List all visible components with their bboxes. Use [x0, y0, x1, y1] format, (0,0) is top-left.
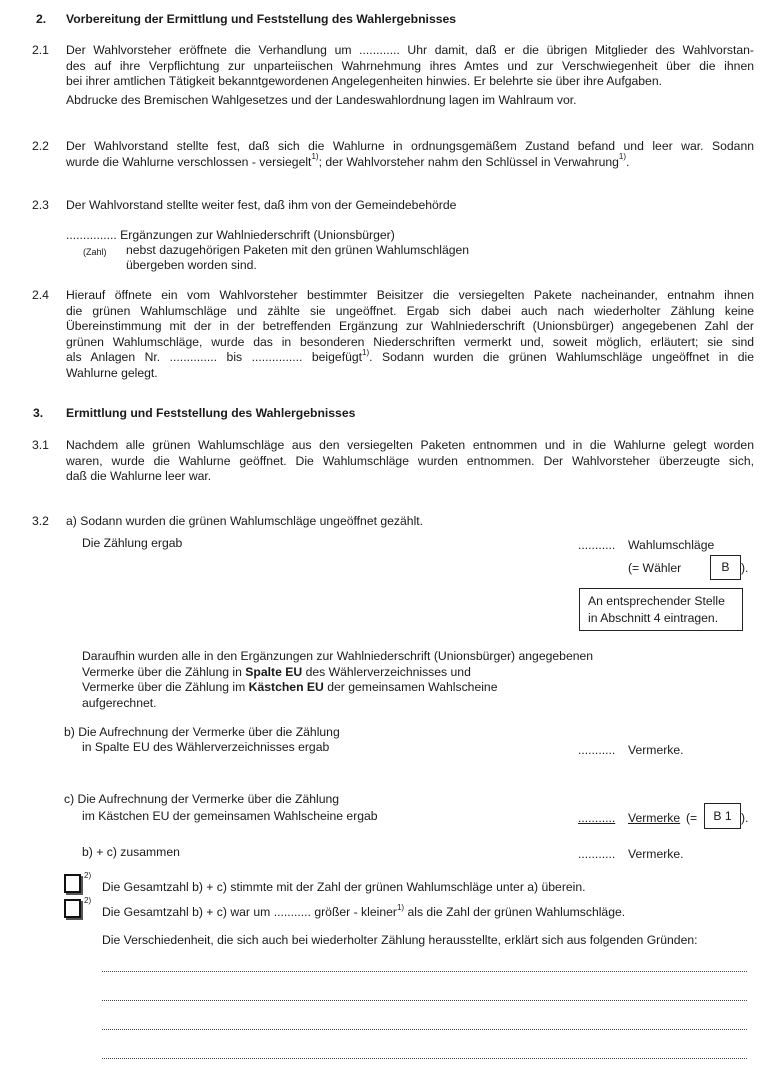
- para-2-4-line-5: [66, 347, 754, 366]
- daraufhin-paragraph: [82, 649, 593, 711]
- para-2-2-number: 2.2: [32, 139, 49, 153]
- para-3-1-line-2: waren, wurde die Wahlurne geöffnet. Die Wahlumschläge wurden entnommen. Der Wahlvorsteher überzeugte sich,: [66, 453, 754, 468]
- waehler-label: (= Wähler: [628, 561, 682, 575]
- reason-line-1[interactable]: [102, 971, 747, 972]
- para-2-2-text-b: ; der Wahlvorsteher nahm den Schlüssel in Verwahrung: [318, 154, 619, 169]
- para-2-4-line-1: Hierauf öffnete ein vom Wahlvorsteher bestimmter Beisitzer die versiegelten Pakete nacheinander, entnahm ihnen: [66, 288, 754, 302]
- para-2-4-text-a: als Anlagen Nr. .............. bis ............... beigefügt: [66, 350, 363, 364]
- para-3-1-line-3: daß die Wahlurne leer war.: [66, 469, 212, 483]
- para-2-1-line-2: des auf ihre Verpflichtung zur unparteiischen Wahrnehmung ihres Amtes und zur Verschwiegenheit über die ihnen: [66, 58, 754, 73]
- para-2-2-text-c: .: [626, 154, 630, 169]
- para-2-4-number: 2.4: [32, 288, 49, 302]
- kaestchen-eu-term: Kästchen EU: [248, 680, 324, 694]
- footnote-1-ref: 1): [396, 902, 405, 912]
- para-2-4-line-6: Wahlurne gelegt.: [66, 365, 158, 380]
- para-2-4-line-2: die grünen Wahlumschläge und zählte sie ungeöffnet. Ergab sich dabei auch nach wiederholter Zählung keine: [66, 303, 754, 318]
- para-3-2-a: a) Sodann wurden die grünen Wahlumschläge ungeöffnet gezählt.: [66, 514, 424, 528]
- checkbox-uebereinstimmung[interactable]: [64, 874, 81, 893]
- daraufhin-text: der gemeinsamen Wahlscheine: [323, 680, 498, 694]
- para-2-2-line-2: [66, 152, 754, 171]
- item-bc-label: b) + c) zusammen: [82, 845, 180, 859]
- para-2-3-number: 2.3: [32, 198, 49, 212]
- reason-line-4[interactable]: [102, 1058, 747, 1059]
- wahlumschlaege-label: Wahlumschläge: [628, 538, 715, 552]
- equals-paren: (=: [686, 811, 698, 825]
- section-3-title: Ermittlung und Feststellung des Wahlergebnisses: [66, 406, 356, 420]
- fill-in-dots[interactable]: ...........: [578, 743, 616, 757]
- note-box: [579, 588, 743, 631]
- para-2-1-number: 2.1: [32, 43, 49, 57]
- para-2-2-line-1: Der Wahlvorstand stellte fest, daß sich die Wahlurne in ordnungsgemäßem Zustand befand und leer war. Sodann: [66, 139, 754, 153]
- para-3-2-number: 3.2: [32, 514, 49, 528]
- closing-paren: ).: [741, 561, 749, 575]
- reason-line-2[interactable]: [102, 1000, 747, 1001]
- code-box-b1: B 1: [704, 803, 741, 829]
- daraufhin-text: Vermerke über die Zählung in: [82, 664, 246, 679]
- footnote-2-ref: 2): [84, 870, 92, 880]
- daraufhin-line-2: [82, 665, 593, 681]
- spalte-eu-term: Spalte EU: [245, 664, 303, 679]
- note-line-2: in Abschnitt 4 eintragen.: [588, 611, 719, 625]
- daraufhin-line-3: [82, 680, 593, 696]
- para-2-1-line-1: Der Wahlvorsteher eröffnete die Verhandlung um ............ Uhr damit, daß er die übrigen Mitglieder des Wahlvorstan-: [66, 43, 754, 57]
- footnote-ref: 1): [362, 347, 370, 357]
- section-2-title: Vorbereitung der Ermittlung und Feststellung des Wahlergebnisses: [66, 12, 457, 26]
- para-2-4-text-b: . Sodann wurden die grünen Wahlumschläge ungeöffnet in die: [369, 350, 754, 364]
- note-line-1: An entsprechender Stelle: [588, 594, 725, 608]
- para-2-4: [66, 288, 754, 381]
- para-3-1: [66, 438, 754, 485]
- para-2-3-line-2: ............... Ergänzungen zur Wahlniederschrift (Unionsbürger): [66, 228, 395, 242]
- checkbox-2-label: [102, 902, 626, 921]
- section-2-number: 2.: [36, 12, 47, 26]
- item-c-line-1: c) Die Aufrechnung der Vermerke über die Zählung: [64, 792, 340, 806]
- checkbox-1-label: Die Gesamtzahl b) + c) stimmte mit der Zahl der grünen Wahlumschläge unter a) überein.: [102, 880, 586, 894]
- daraufhin-text: Vermerke über die Zählung im: [82, 680, 249, 694]
- para-2-1-line-4: Abdrucke des Bremischen Wahlgesetzes und der Landeswahlordnung lagen im Wahlraum vor.: [66, 92, 577, 107]
- fill-in-dots[interactable]: ...........: [578, 847, 616, 861]
- checkbox-2-text-a: Die Gesamtzahl b) + c) war um ........... größer - kleiner: [102, 905, 397, 919]
- para-2-3-line-4: übergeben worden sind.: [126, 258, 257, 272]
- daraufhin-line-1: Daraufhin wurden alle in den Ergänzungen zur Wahlniederschrift (Unionsbürger) angegebenen: [82, 649, 594, 663]
- item-b-line-2: in Spalte EU des Wählerverzeichnisses ergab: [82, 740, 330, 754]
- item-b-line-1: b) Die Aufrechnung der Vermerke über die Zählung: [64, 725, 340, 739]
- footnote-ref: [84, 895, 92, 914]
- vermerke-label: Vermerke.: [628, 743, 684, 757]
- code-box-b: B: [710, 555, 741, 580]
- footnote-ref: 1): [618, 152, 627, 162]
- verschiedenheit-text: Die Verschiedenheit, die sich auch bei wiederholter Zählung herausstellte, erklärt sich aus folgenden Gründen:: [102, 933, 698, 947]
- para-3-1-number: 3.1: [32, 438, 49, 452]
- footnote-ref: 1): [311, 152, 319, 162]
- footnote-2-ref: 2): [84, 895, 92, 905]
- para-2-4-line-4: grünen Wahlumschläge, wurde das in besonderen Niederschriften vermerkt und, soweit möglich, erläutert; sie sind: [66, 334, 754, 349]
- para-2-2-text-a: wurde die Wahlurne verschlossen - versiegelt: [66, 154, 312, 169]
- para-2-3-line-1: Der Wahlvorstand stellte weiter fest, daß ihm von der Gemeindebehörde: [66, 198, 457, 212]
- fill-in-dots[interactable]: ...........: [578, 538, 616, 552]
- para-3-1-line-1: Nachdem alle grünen Wahlumschläge aus den versiegelten Paketen entnommen und in die Wahlurne gelegt worden: [66, 438, 754, 452]
- zaehlung-label: Die Zählung ergab: [82, 536, 183, 550]
- checkbox-abweichung[interactable]: [64, 899, 81, 918]
- para-2-3-line-3: nebst dazugehörigen Paketen mit den grünen Wahlumschlägen: [126, 243, 470, 257]
- daraufhin-text: des Wählerverzeichnisses und: [302, 664, 471, 679]
- vermerke-label: Vermerke.: [628, 847, 684, 861]
- fill-in-dots[interactable]: ...........: [578, 811, 616, 825]
- footnote-ref: [84, 870, 92, 889]
- item-c-line-2: im Kästchen EU der gemeinsamen Wahlscheine ergab: [82, 809, 378, 823]
- daraufhin-line-4: aufgerechnet.: [82, 695, 157, 710]
- para-2-1: [66, 43, 754, 108]
- zahl-label: (Zahl): [83, 247, 107, 257]
- checkbox-2-text-b: als die Zahl der grünen Wahlumschläge.: [404, 905, 626, 919]
- reason-line-3[interactable]: [102, 1029, 747, 1030]
- closing-paren: ).: [741, 811, 749, 825]
- para-2-4-line-3: Übereinstimmung mit der in der betreffenden Ergänzung zur Wahlniederschrift (Unionsbürger) angegebenen Zahl der: [66, 319, 754, 333]
- vermerke-label: Vermerke: [628, 811, 681, 825]
- para-2-1-line-3: bei ihrer amtlichen Tätigkeit bekanntgewordenen Angelegenheiten hinwies. Er belehrte sie über ihre Aufgaben.: [66, 74, 663, 88]
- section-3-number: 3.: [33, 406, 44, 420]
- para-2-2: [66, 139, 754, 170]
